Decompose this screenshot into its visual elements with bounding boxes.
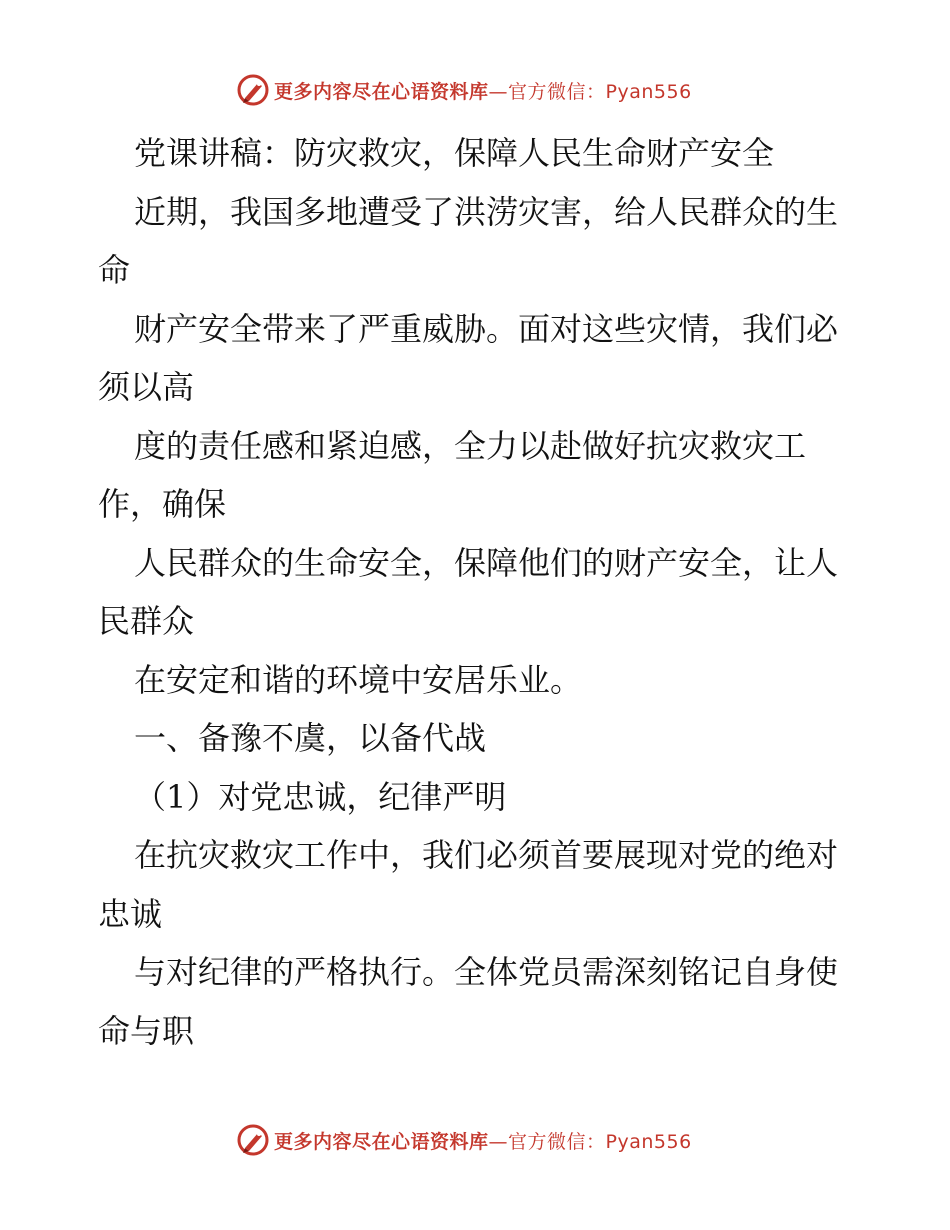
- paragraph: 人民群众的生命安全，保障他们的财产安全，让人民群众: [98, 543, 839, 640]
- section-heading: 一、备豫不虞，以备代战: [134, 719, 487, 757]
- paragraph: 财产安全带来了严重威胁。面对这些灾情，我们必须以高: [98, 309, 839, 406]
- subsection-heading: （1）对党忠诚，纪律严明: [134, 777, 507, 816]
- paragraph: 度的责任感和紧迫感，全力以赴做好抗灾救灾工作，确保: [98, 426, 807, 523]
- watermark-sub-text: —官方微信：Pyan556: [488, 80, 692, 103]
- watermark-main-text: 更多内容尽在心语资料库: [274, 80, 489, 103]
- paragraph: 在抗灾救灾工作中，我们必须首要展现对党的绝对忠诚: [98, 836, 839, 933]
- header-watermark: [236, 73, 692, 107]
- pen-logo-icon: [236, 73, 270, 107]
- paragraph: 与对纪律的严格执行。全体党员需深刻铭记自身使命与职: [98, 953, 839, 1050]
- pen-logo-icon: [236, 1123, 270, 1157]
- watermark-sub-text: —官方微信：Pyan556: [488, 1130, 692, 1153]
- document-title: 党课讲稿：防灾救灾，保障人民生命财产安全: [134, 134, 775, 172]
- footer-watermark: [236, 1123, 692, 1157]
- document-body: [98, 124, 858, 1060]
- paragraph: 在安定和谐的环境中安居乐业。: [134, 660, 583, 699]
- paragraph: 近期，我国多地遭受了洪涝灾害，给人民群众的生命: [98, 192, 839, 289]
- watermark-main-text: 更多内容尽在心语资料库: [274, 1130, 489, 1153]
